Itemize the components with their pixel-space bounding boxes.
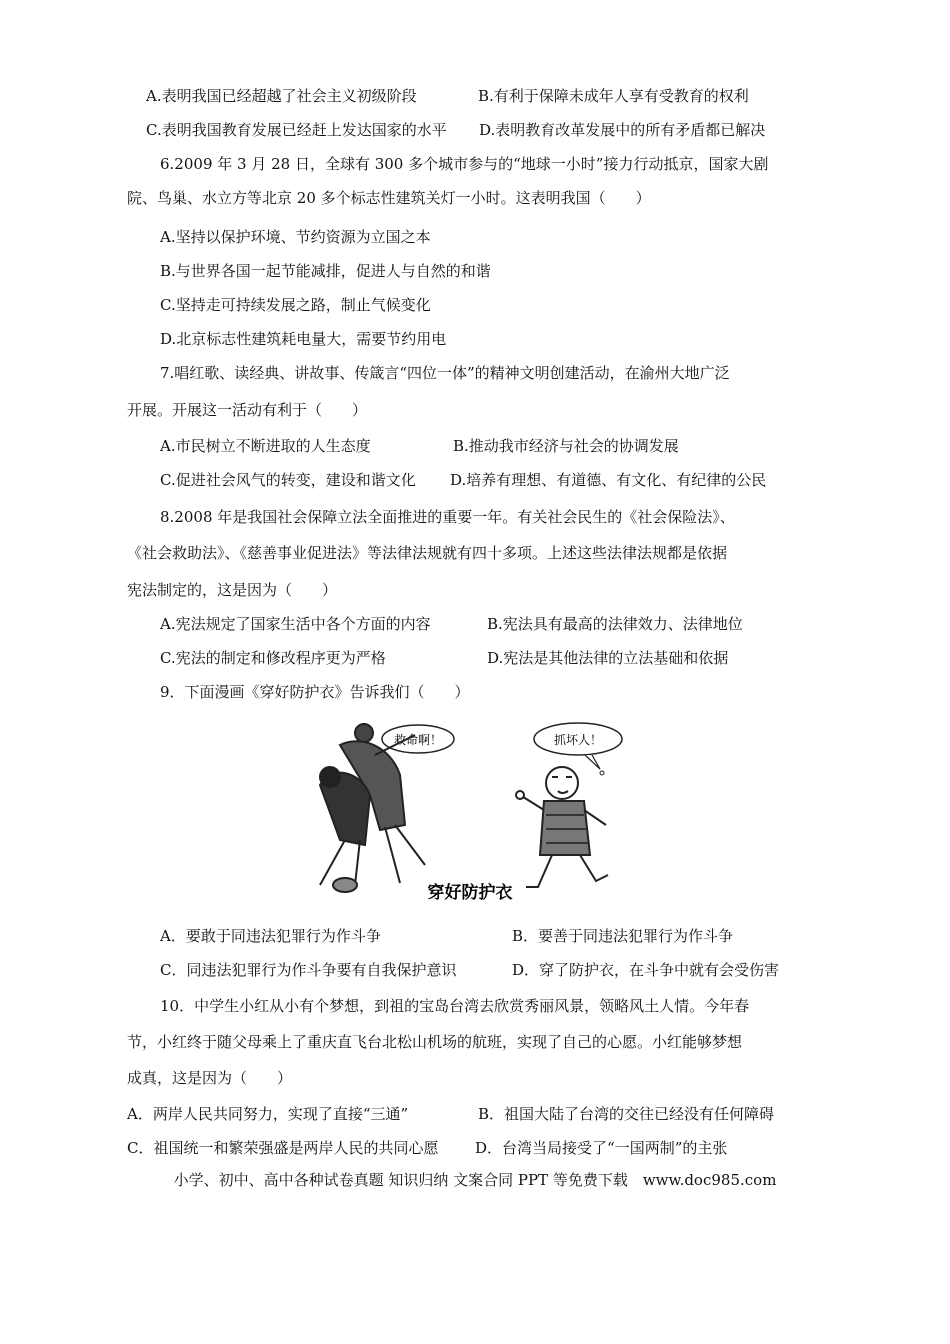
q6-option-c: C.坚持走可持续发展之路，制止气候变化 xyxy=(160,296,431,314)
q10-stem-line2: 节，小红终于随父母乘上了重庆直飞台北松山机场的航班，实现了自己的心愿。小红能够梦想 xyxy=(127,1033,743,1051)
q5-option-c: C.表明我国教育发展已经赶上发达国家的水平 xyxy=(146,121,447,139)
q7-option-d: D.培养有理想、有道德、有文化、有纪律的公民 xyxy=(450,471,767,489)
comic-caption: 穿好防护衣 xyxy=(427,883,513,903)
q10-option-b: B．祖国大陆了台湾的交往已经没有任何障碍 xyxy=(478,1105,775,1123)
q8-option-b: B.宪法具有最高的法律效力、法律地位 xyxy=(487,615,743,633)
page-footer: 小学、初中、高中各种试卷真题 知识归纳 文案合同 PPT 等免费下载 www.doc985.com xyxy=(173,1171,777,1189)
q9-option-c: C．同违法犯罪行为作斗争要有自我保护意识 xyxy=(160,961,457,979)
comic-illustration xyxy=(300,715,640,905)
q10-option-c: C．祖国统一和繁荣强盛是两岸人民的共同心愿 xyxy=(127,1139,439,1157)
q9-stem: 9．下面漫画《穿好防护衣》告诉我们（ ） xyxy=(160,683,470,701)
q7-stem-line1: 7.唱红歌、读经典、讲故事、传箴言“四位一体”的精神文明创建活动，在渝州大地广泛 xyxy=(160,364,730,382)
q5-option-a: A.表明我国已经超越了社会主义初级阶段 xyxy=(146,87,417,105)
chasing-man-figure xyxy=(516,767,608,887)
q8-stem-line1: 8.2008 年是我国社会保障立法全面推进的重要一年。有关社会民生的《社会保险法》、 xyxy=(160,508,735,526)
q7-option-b: B.推动我市经济与社会的协调发展 xyxy=(453,437,679,455)
bubble-right-text: 抓坏人！ xyxy=(553,733,603,747)
q8-option-d: D.宪法是其他法律的立法基础和依据 xyxy=(487,649,729,667)
q7-option-c: C.促进社会风气的转变，建设和谐文化 xyxy=(160,471,416,489)
q9-option-a: A．要敢于同违法犯罪行为作斗争 xyxy=(160,927,381,945)
q8-stem-line2: 《社会救助法》、《慈善事业促进法》等法律法规就有四十多项。上述这些法律法规都是依据 xyxy=(127,544,728,562)
q8-stem-line3: 宪法制定的，这是因为（ ） xyxy=(127,581,338,599)
q9-option-d: D．穿了防护衣，在斗争中就有会受伤害 xyxy=(512,961,780,979)
q6-option-b: B.与世界各国一起节能减排，促进人与自然的和谐 xyxy=(160,262,491,280)
q6-option-d: D.北京标志性建筑耗电量大，需要节约用电 xyxy=(160,330,447,348)
q6-stem-line1: 6.2009 年 3 月 28 日，全球有 300 多个城市参与的“地球一小时”接力行动抵京，国家大剧 xyxy=(160,155,769,173)
q7-stem-line2: 开展。开展这一活动有利于（ ） xyxy=(127,401,368,419)
q10-option-a: A．两岸人民共同努力，实现了直接“三通” xyxy=(127,1105,409,1123)
q10-stem-line3: 成真，这是因为（ ） xyxy=(127,1069,293,1087)
q5-option-b: B.有利于保障未成年人享有受教育的权利 xyxy=(478,87,749,105)
q10-option-d: D．台湾当局接受了“一国两制”的主张 xyxy=(475,1139,728,1157)
q8-option-a: A.宪法规定了国家生活中各个方面的内容 xyxy=(160,615,431,633)
q7-option-a: A.市民树立不断进取的人生态度 xyxy=(160,437,371,455)
q6-option-a: A.坚持以保护环境、节约资源为立国之本 xyxy=(160,228,431,246)
q6-stem-line2: 院、鸟巢、水立方等北京 20 多个标志性建筑关灯一小时。这表明我国（ ） xyxy=(127,189,651,207)
q5-option-d: D.表明教育改革发展中的所有矛盾都已解决 xyxy=(479,121,766,139)
q10-stem-line1: 10．中学生小红从小有个梦想，到祖的宝岛台湾去欣赏秀丽风景，领略风土人情。今年春 xyxy=(160,997,750,1015)
q8-option-c: C.宪法的制定和修改程序更为严格 xyxy=(160,649,386,667)
bubble-left-text: 救命啊！ xyxy=(393,733,443,747)
q9-option-b: B．要善于同违法犯罪行为作斗争 xyxy=(512,927,734,945)
